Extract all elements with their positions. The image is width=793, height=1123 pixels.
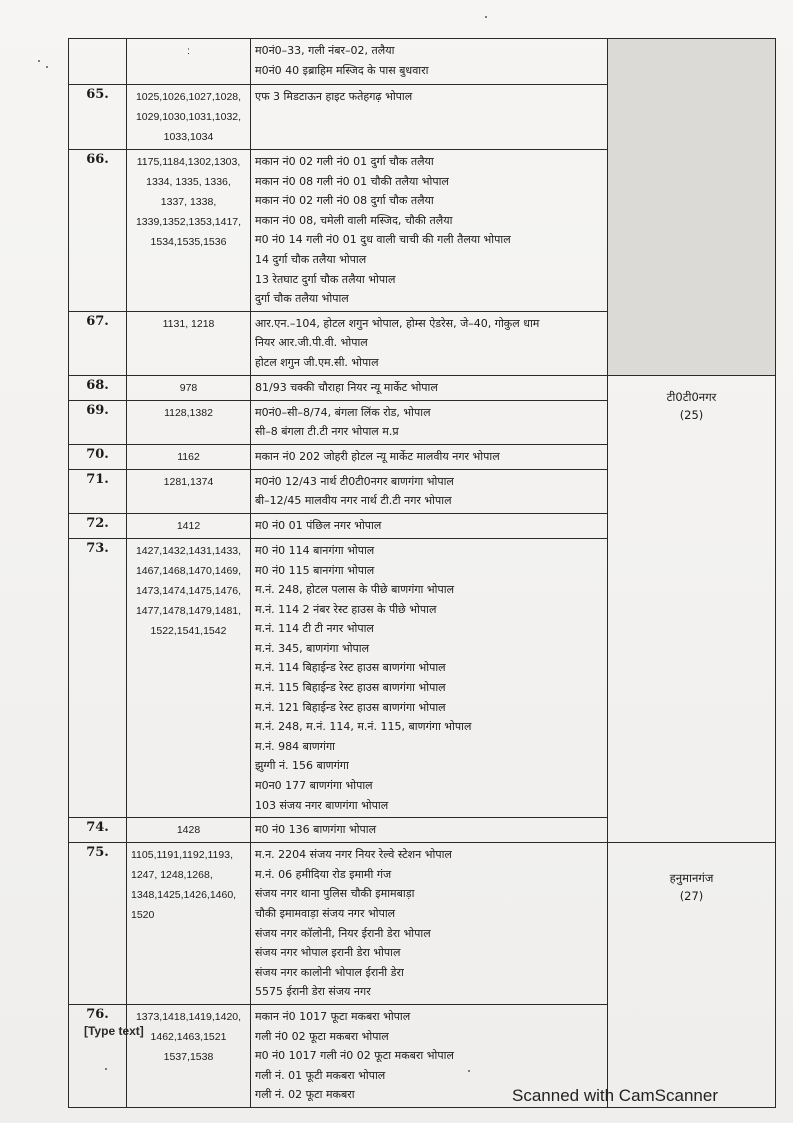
address-line: म.न. 2204 संजय नगर नियर रेल्वे स्टेशन भोपाल xyxy=(255,848,452,862)
address-line: गली नं. 01 फूटी मकबरा भोपाल xyxy=(255,1068,386,1082)
polling-station-numbers-cell: 1162 xyxy=(127,444,251,469)
address-line: संजय नगर कालोनी भोपाल ईरानी डेरा xyxy=(255,965,404,979)
address-line: संजय नगर कॉलोनी, नियर ईरानी डेरा भोपाल xyxy=(255,926,431,940)
polling-station-numbers-cell: 1128,1382 xyxy=(127,400,251,444)
scan-speck xyxy=(468,1070,470,1072)
address-line: आर.एन.–104, होटल शगुन भोपाल, होम्स ऐडरेस, जे–40, गोकुल धाम xyxy=(255,316,540,330)
serial-number-cell: 76. xyxy=(69,1004,127,1107)
address-line: म.नं. 121 बिहाईन्ड रेस्ट हाउस बाणगंगा भोपाल xyxy=(255,700,446,714)
address-line: 81/93 चक्की चौराहा नियर न्यू मार्केट भोपाल xyxy=(255,380,438,394)
address-line: मकान नं0 02 गली नं0 08 दुर्गा चौक तलैया xyxy=(255,194,434,208)
camscanner-watermark: Scanned with CamScanner xyxy=(512,1086,719,1105)
address-cell xyxy=(251,513,608,538)
address-cell xyxy=(251,400,608,444)
address-cell xyxy=(251,311,608,375)
address-line: होटल शगुन जी.एम.सी. भोपाल xyxy=(255,355,379,369)
area-name: हनुमानगंज xyxy=(669,871,714,886)
table-row xyxy=(69,39,776,85)
serial-number-cell: 65. xyxy=(69,85,127,150)
area-count: (27) xyxy=(679,889,704,904)
address-cell xyxy=(251,843,608,1005)
area-name: टी0टी0नगर xyxy=(666,389,717,404)
polling-station-numbers-cell: 978 xyxy=(127,375,251,400)
scan-speck xyxy=(485,16,487,18)
serial-number-cell: 69. xyxy=(69,400,127,444)
address-line: मकान नं0 08, चमेली वाली मस्जिद, चौकी तलैया xyxy=(255,213,453,227)
polling-station-numbers-cell: 1175,1184,1302,1303, 1334, 1335, 1336, 1337, 1338, 1339,1352,1353,1417, 1534,1535,1536 xyxy=(127,150,251,312)
address-line: म.नं. 345, बाणगंगा भोपाल xyxy=(255,641,370,655)
address-line: गली नं0 02 फूटा मकबरा भोपाल xyxy=(255,1029,389,1043)
area-cell-tt-nagar xyxy=(608,375,776,843)
address-line: म0 नं0 115 बानगंगा भोपाल xyxy=(255,563,375,577)
address-line: मकान नं0 202 जोहरी होटल न्यू मार्केट मालवीय नगर भोपाल xyxy=(255,449,500,463)
area-cell-hanumanganj xyxy=(608,843,776,1108)
address-line: म0नं0 40 इब्राहिम मस्जिद के पास बुधवारा xyxy=(255,63,429,77)
address-line: म0नं0 12/43 नार्थ टी0टी0नगर बाणगंगा भोपाल xyxy=(255,474,454,488)
address-cell xyxy=(251,818,608,843)
address-line: म.नं. 248, म.नं. 114, म.नं. 115, बाणगंगा भोपाल xyxy=(255,720,472,734)
polling-station-numbers-cell: 1373,1418,1419,1420, 1462,1463,1521 1537,1538 xyxy=(127,1004,251,1107)
address-line: म0 नं0 01 पंछिल नगर भोपाल xyxy=(255,518,382,532)
serial-number-cell: 71. xyxy=(69,469,127,513)
address-cell xyxy=(251,444,608,469)
address-line: एफ 3 मिडटाऊन हाइट फतेहगढ़ भोपाल xyxy=(255,90,413,103)
polling-station-numbers-cell: 1428 xyxy=(127,818,251,843)
address-line: बी–12/45 मालवीय नगर नार्थ टी.टी नगर भोपाल xyxy=(255,494,452,508)
address-line: म0 नं0 14 गली नं0 01 दुध वाली चाची की गली तैलया भोपाल xyxy=(255,233,511,247)
address-line: म.नं. 114 टी टी नगर भोपाल xyxy=(255,622,374,636)
serial-number-cell: 72. xyxy=(69,513,127,538)
address-line: म0न0 177 बाणगंगा भोपाल xyxy=(255,779,373,793)
area-count: (25) xyxy=(679,407,704,422)
address-line: 13 रेतघाट दुर्गा चौक तलैया भोपाल xyxy=(255,272,396,286)
address-line: मकान नं0 02 गली नं0 01 दुर्गा चौक तलैया xyxy=(255,155,434,168)
address-line: म.नं. 115 बिहाईन्ड रेस्ट हाउस बाणगंगा भोपाल xyxy=(255,681,446,695)
address-line: म.नं. 984 बाणगंगा xyxy=(255,739,335,753)
address-line: म0 नं0 1017 गली नं0 02 फूटा मकबरा भोपाल xyxy=(255,1049,454,1063)
address-line: नियर आर.जी.पी.वी. भोपाल xyxy=(255,336,368,350)
address-line: 14 दुर्गा चौक तलैया भोपाल xyxy=(255,252,367,266)
address-line: संजय नगर भोपाल इरानी डेरा भोपाल xyxy=(255,946,401,960)
address-cell xyxy=(251,375,608,400)
address-cell xyxy=(251,150,608,312)
serial-number-cell: 66. xyxy=(69,150,127,312)
serial-number-cell: 70. xyxy=(69,444,127,469)
serial-number-cell: 74. xyxy=(69,818,127,843)
serial-number-cell: 67. xyxy=(69,311,127,375)
address-line: म.नं. 248, होटल पलास के पीछे बाणगंगा भोपाल xyxy=(255,583,455,597)
address-line: गली नं. 02 फूटा मकबरा xyxy=(255,1088,355,1102)
address-line: म0नं0–33, गली नंबर–02, तलैया xyxy=(255,44,395,57)
polling-station-numbers-cell: : xyxy=(127,39,251,85)
address-line: मकान नं0 08 गली नं0 01 चौकी तलैया भोपाल xyxy=(255,174,449,188)
address-line: दुर्गा चौक तलैया भोपाल xyxy=(255,292,349,306)
polling-station-numbers-cell: 1281,1374 xyxy=(127,469,251,513)
scan-speck xyxy=(46,66,48,68)
scan-speck xyxy=(38,60,40,62)
address-line: म.नं. 06 हमीदिया रोड इमामी गंज xyxy=(255,867,392,881)
address-line: झुग्गी नं. 156 बाणगंगा xyxy=(255,759,349,773)
serial-number-cell: 68. xyxy=(69,375,127,400)
address-cell xyxy=(251,469,608,513)
area-cell-shaded xyxy=(608,39,776,376)
polling-station-numbers-cell: 1025,1026,1027,1028, 1029,1030,1031,1032, 1033,1034 xyxy=(127,85,251,150)
address-line: मकान नं0 1017 फूटा मकबरा भोपाल xyxy=(255,1009,411,1023)
polling-station-numbers-cell: 1427,1432,1431,1433, 1467,1468,1470,1469, 1473,1474,1475,1476, 1477,1478,1479,1481, 1522,1541,1542 xyxy=(127,538,251,817)
polling-station-numbers-cell: 1105,1191,1192,1193, 1247, 1248,1268, 1348,1425,1426,1460, 1520 xyxy=(127,843,251,1005)
table-row xyxy=(69,843,776,1005)
address-line: चौकी इमामवाड़ा संजय नगर भोपाल xyxy=(255,907,396,920)
polling-station-numbers-cell: 1131, 1218 xyxy=(127,311,251,375)
address-line: म.नं. 114 बिहाईन्ड रेस्ट हाउस बाणगंगा भोपाल xyxy=(255,661,446,675)
address-line: म0 नं0 136 बाणगंगा भोपाल xyxy=(255,823,377,837)
address-cell xyxy=(251,85,608,150)
type-text-placeholder: [Type text] xyxy=(84,1024,144,1038)
address-line: म0नं0–सी–8/74, बंगला लिंक रोड, भोपाल xyxy=(255,405,431,419)
address-line: 103 संजय नगर बाणगंगा भोपाल xyxy=(255,798,389,812)
address-line: म.नं. 114 2 नंबर रेस्ट हाउस के पीछे भोपाल xyxy=(255,602,437,616)
polling-station-numbers-cell: 1412 xyxy=(127,513,251,538)
serial-number-cell: 73. xyxy=(69,538,127,817)
serial-number-cell xyxy=(69,39,127,85)
scan-speck xyxy=(105,1068,107,1070)
address-line: 5575 ईरानी डेरा संजय नगर xyxy=(255,985,371,999)
address-cell xyxy=(251,39,608,85)
table-row xyxy=(69,375,776,400)
address-line: सी–8 बंगला टी.टी नगर भोपाल म.प्र xyxy=(255,425,399,439)
address-cell xyxy=(251,538,608,817)
address-line: म0 नं0 114 बानगंगा भोपाल xyxy=(255,543,375,557)
records-table xyxy=(68,38,776,1108)
address-line: संजय नगर थाना पुलिस चौकी इमामबाड़ा xyxy=(255,887,415,901)
serial-number-cell: 75. xyxy=(69,843,127,1005)
